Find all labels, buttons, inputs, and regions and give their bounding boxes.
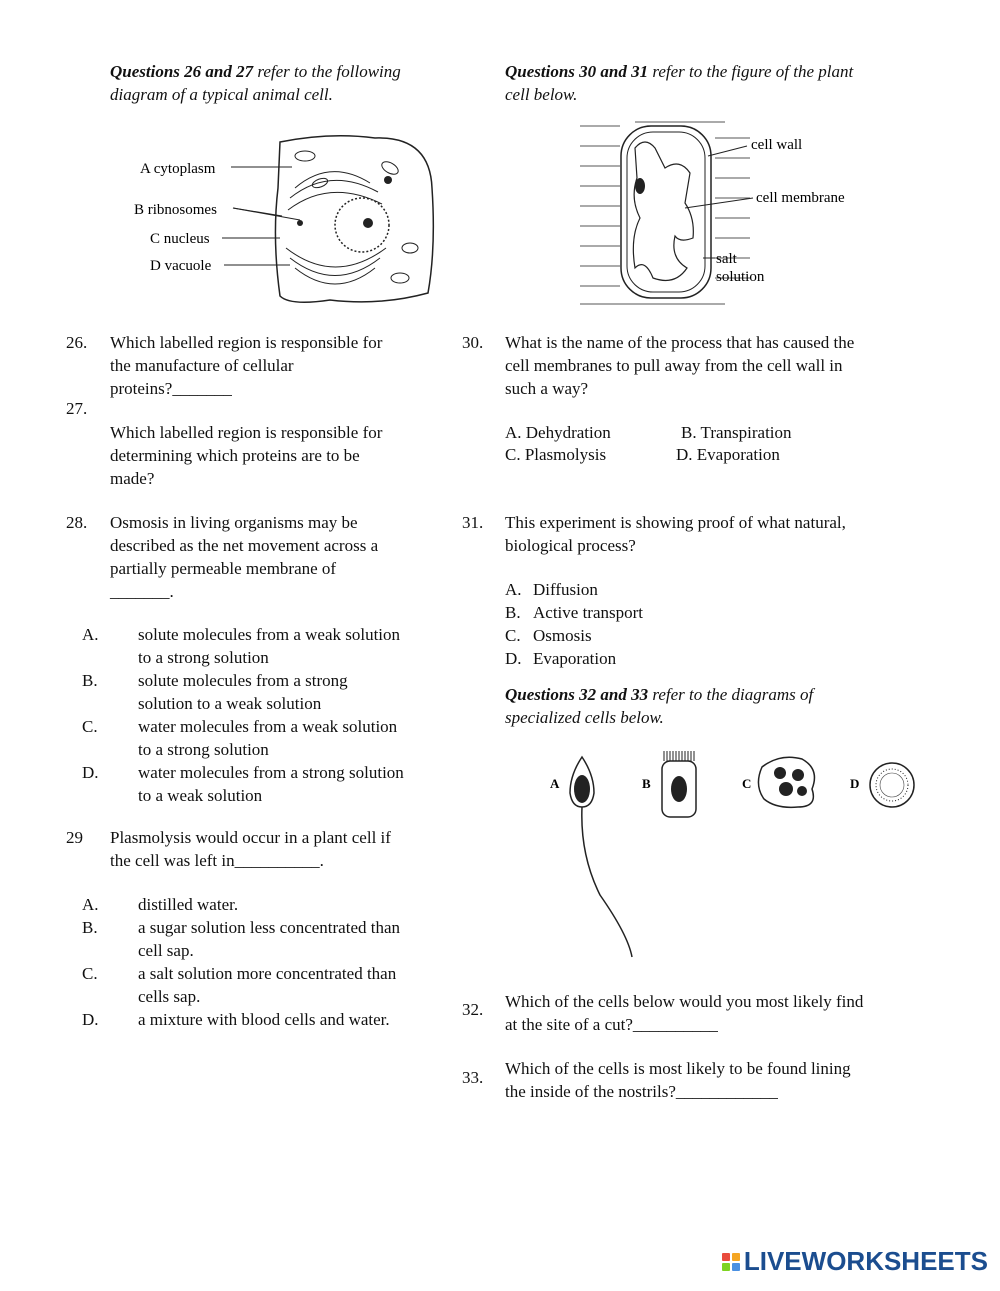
q32-text: [505, 990, 935, 1036]
option-text: Evaporation: [533, 649, 617, 668]
q28-line: Osmosis in living organisms may be: [110, 513, 358, 532]
q29-option-a[interactable]: [82, 893, 455, 916]
option-letter: D.: [82, 763, 99, 782]
q30-option-c[interactable]: C. Plasmolysis: [505, 445, 607, 464]
option-letter: A.: [82, 895, 99, 914]
option-text: distilled water.: [138, 895, 239, 914]
option-text: solute molecules from a strong: [138, 671, 348, 690]
intro-32-33: [505, 683, 925, 729]
option-letter: A.: [82, 625, 99, 644]
intro-line2: specialized cells below.: [505, 708, 664, 727]
q29-text: [110, 826, 455, 872]
q32-number: 32.: [462, 1000, 484, 1019]
option-letter: D.: [505, 649, 522, 668]
animal-cell-labels: [134, 161, 217, 274]
q30-option-a[interactable]: A. Dehydration: [505, 423, 611, 442]
q28-option-b[interactable]: [82, 669, 455, 715]
q27-line: determining which proteins are to be: [110, 446, 360, 465]
option-letter: D.: [82, 1010, 99, 1029]
q28-line: _______.: [110, 582, 174, 601]
intro-bold: Questions 30 and 31: [505, 62, 649, 81]
q27-text: [110, 421, 450, 490]
logo-mark-icon: [722, 1253, 740, 1271]
option-text: to a weak solution: [138, 786, 263, 805]
q31-line: This experiment is showing proof of what natural,: [505, 513, 846, 532]
intro-26-27: [110, 60, 470, 106]
label-c-nucleus: C nucleus: [150, 231, 210, 247]
q31-option-b[interactable]: [505, 601, 643, 624]
label-salt: salt: [716, 251, 737, 267]
q26-line: proteins?_______: [110, 379, 232, 398]
q27-line: Which labelled region is responsible for: [110, 423, 383, 442]
cell-label-a: A: [550, 776, 560, 791]
q31-number: 31.: [462, 513, 484, 532]
q27-number: 27.: [66, 399, 88, 418]
q30-text: [505, 331, 925, 400]
sperm-cell: [570, 757, 632, 957]
q28-number: 28.: [66, 513, 88, 532]
intro-rest: refer to the diagrams of: [648, 685, 814, 704]
q29-line: the cell was left in__________.: [110, 851, 324, 870]
cell-label-c: C: [742, 776, 752, 791]
q31-line: biological process?: [505, 536, 636, 555]
q29-option-d[interactable]: [82, 1008, 455, 1031]
q28-option-c[interactable]: [82, 715, 455, 761]
option-letter: B.: [505, 603, 521, 622]
intro-rest: refer to the figure of the plant: [648, 62, 854, 81]
option-text: a salt solution more concentrated than: [138, 964, 397, 983]
cell-label-d: D: [850, 776, 860, 791]
q26-text: [110, 331, 450, 400]
q26-line: Which labelled region is responsible for: [110, 333, 383, 352]
label-cell-membrane: cell membrane: [756, 190, 845, 206]
label-a-cytoplasm: A cytoplasm: [140, 161, 216, 177]
q31-options: [505, 578, 643, 670]
plant-cell-labels: [716, 137, 845, 285]
q31-option-d[interactable]: [505, 647, 643, 670]
intro-rest: refer to the following: [253, 62, 401, 81]
option-text: Osmosis: [533, 626, 592, 645]
q29-option-c[interactable]: [82, 962, 455, 1008]
label-solution: solution: [716, 269, 765, 285]
q28-option-a[interactable]: [82, 623, 455, 669]
q30-option-d[interactable]: D. Evaporation: [676, 445, 780, 464]
option-text: Diffusion: [533, 580, 598, 599]
q30-line: such a way?: [505, 379, 589, 398]
option-text: to a strong solution: [138, 740, 269, 759]
option-text: to a strong solution: [138, 648, 269, 667]
option-text: water molecules from a strong solution: [138, 763, 404, 782]
q33-text: [505, 1057, 935, 1103]
q33-number: 33.: [462, 1068, 484, 1087]
cell-label-b: B: [642, 776, 651, 791]
q31-option-a[interactable]: [505, 578, 643, 601]
specialized-cells-diagram: [540, 745, 930, 965]
white-blood-cell: [758, 757, 814, 807]
red-blood-cell: [870, 763, 914, 807]
intro-line2: diagram of a typical animal cell.: [110, 85, 333, 104]
label-d-vacuole: D vacuole: [150, 258, 212, 274]
option-letter: C.: [505, 626, 521, 645]
option-text: solute molecules from a weak solution: [138, 625, 401, 644]
option-text: Active transport: [533, 603, 643, 622]
q28-option-d[interactable]: [82, 761, 455, 807]
q28-line: partially permeable membrane of: [110, 559, 337, 578]
q31-option-c[interactable]: [505, 624, 643, 647]
plant-cell-diagram: [575, 118, 875, 310]
q26-number: 26.: [66, 333, 88, 352]
q30-line: What is the name of the process that has caused the: [505, 333, 855, 352]
q30-line: cell membranes to pull away from the cell wall in: [505, 356, 843, 375]
intro-bold: Questions 26 and 27: [110, 62, 254, 81]
q33-line: Which of the cells is most likely to be found lining: [505, 1059, 851, 1078]
liveworksheets-logo: [722, 1246, 988, 1277]
option-text: a mixture with blood cells and water.: [138, 1010, 390, 1029]
option-letter: B.: [82, 671, 98, 690]
label-b-ribosomes: B ribnosomes: [134, 202, 217, 218]
option-text: solution to a weak solution: [138, 694, 322, 713]
option-text: water molecules from a weak solution: [138, 717, 398, 736]
label-cell-wall: cell wall: [751, 137, 803, 153]
intro-bold: Questions 32 and 33: [505, 685, 649, 704]
option-letter: A.: [505, 580, 522, 599]
q30-option-b[interactable]: B. Transpiration: [681, 423, 792, 442]
option-text: cells sap.: [138, 987, 201, 1006]
logo-text: LIVEWORKSHEETS: [743, 1246, 988, 1276]
q32-line: at the site of a cut?__________: [505, 1015, 718, 1034]
option-text: a sugar solution less concentrated than: [138, 918, 401, 937]
option-letter: C.: [82, 964, 98, 983]
option-text: cell sap.: [138, 941, 194, 960]
q29-option-b[interactable]: [82, 916, 455, 962]
option-letter: B.: [82, 918, 98, 937]
q28-line: described as the net movement across a: [110, 536, 379, 555]
q32-line: Which of the cells below would you most likely find: [505, 992, 864, 1011]
intro-30-31: [505, 60, 925, 106]
q29-line: Plasmolysis would occur in a plant cell if: [110, 828, 391, 847]
q31-text: [505, 511, 925, 557]
q26-line: the manufacture of cellular: [110, 356, 294, 375]
q30-number: 30.: [462, 333, 484, 352]
q28-options: [82, 623, 455, 807]
intro-line2: cell below.: [505, 85, 578, 104]
q33-line: the inside of the nostrils?____________: [505, 1082, 778, 1101]
q27-line: made?: [110, 469, 155, 488]
q28-text: [110, 511, 450, 603]
q29-number: 29: [66, 828, 83, 847]
q29-options: [82, 893, 455, 1031]
option-letter: C.: [82, 717, 98, 736]
animal-cell-diagram: [130, 128, 440, 308]
ciliated-cell: [662, 751, 696, 817]
